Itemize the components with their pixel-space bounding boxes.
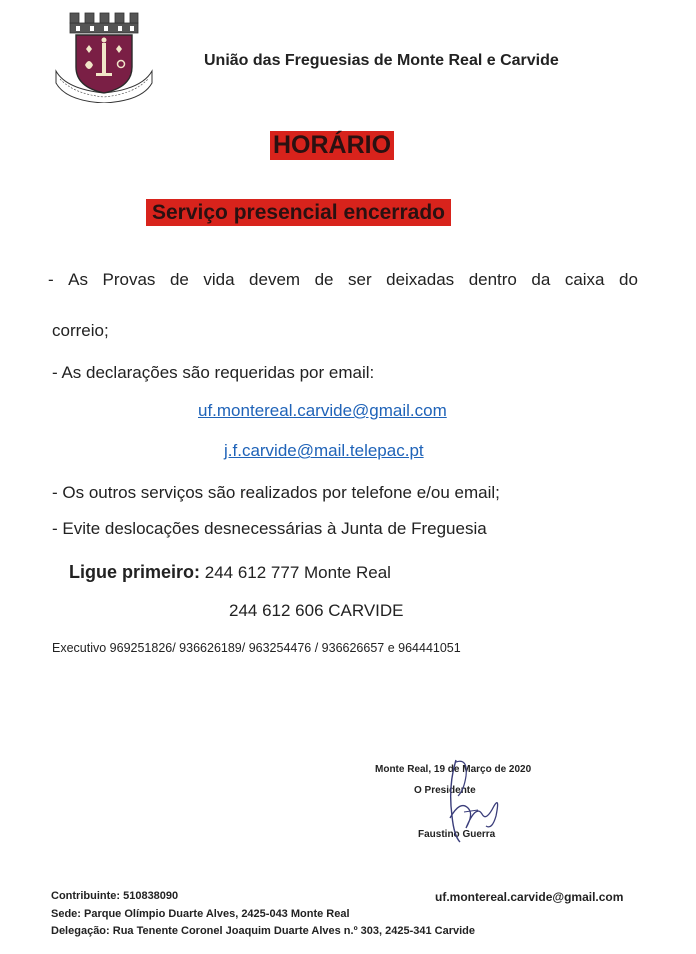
footer-headquarters-address: Sede: Parque Olímpio Duarte Alves, 2425-043 Monte Real	[51, 908, 350, 920]
call-first-line	[69, 562, 391, 583]
email-link-secondary[interactable]: j.f.carvide@mail.telepac.pt	[224, 441, 424, 460]
signature-role: O Presidente	[414, 785, 476, 796]
closure-notice: Serviço presencial encerrado	[146, 199, 451, 226]
line-word: deixadas	[386, 270, 455, 289]
phone-monte-real: 244 612 777 Monte Real	[204, 563, 391, 582]
line-word: ser	[348, 270, 372, 289]
line-word: vida	[203, 270, 235, 289]
line-word: dentro	[468, 270, 517, 289]
call-first-label: Ligue primeiro:	[69, 562, 201, 582]
handwritten-signature	[438, 756, 510, 846]
line-word: Provas	[102, 270, 156, 289]
line-word: da	[531, 270, 551, 289]
email-link-primary[interactable]: uf.montereal.carvide@gmail.com	[198, 401, 447, 420]
line-word: caixa	[564, 270, 605, 289]
signature-date: Monte Real, 19 de Março de 2020	[375, 764, 532, 775]
line-word: de	[314, 270, 334, 289]
avoid-travel-instruction: - Evite deslocações desnecessárias à Junta de Freguesia	[52, 519, 487, 538]
organization-name: União das Freguesias de Monte Real e Carvide	[204, 52, 559, 69]
declarations-instruction: - As declarações são requeridas por email:	[52, 363, 375, 382]
footer-branch-address: Delegação: Rua Tenente Coronel Joaquim Duarte Alves n.º 303, 2425-341 Carvide	[51, 925, 476, 937]
line-word: de	[169, 270, 189, 289]
signature-name: Faustino Guerra	[418, 829, 496, 840]
phone-carvide: 244 612 606 CARVIDE	[229, 601, 404, 620]
line-word: do	[619, 270, 638, 289]
executive-phone-numbers: Executivo 969251826/ 936626189/ 963254476 / 936626657 e 964441051	[52, 641, 461, 655]
line-word: As	[68, 270, 89, 289]
bullet-dash: -	[48, 270, 54, 289]
line-word: devem	[249, 270, 301, 289]
coat-of-arms-logo	[52, 9, 156, 103]
proof-of-life-continuation: correio;	[52, 321, 109, 340]
page-title: HORÁRIO	[270, 131, 394, 160]
footer-email: uf.montereal.carvide@gmail.com	[435, 890, 624, 904]
other-services-instruction: - Os outros serviços são realizados por telefone e/ou email;	[52, 483, 500, 502]
footer-taxpayer-number: Contribuinte: 510838090	[51, 890, 179, 902]
proof-of-life-instruction	[48, 270, 638, 290]
